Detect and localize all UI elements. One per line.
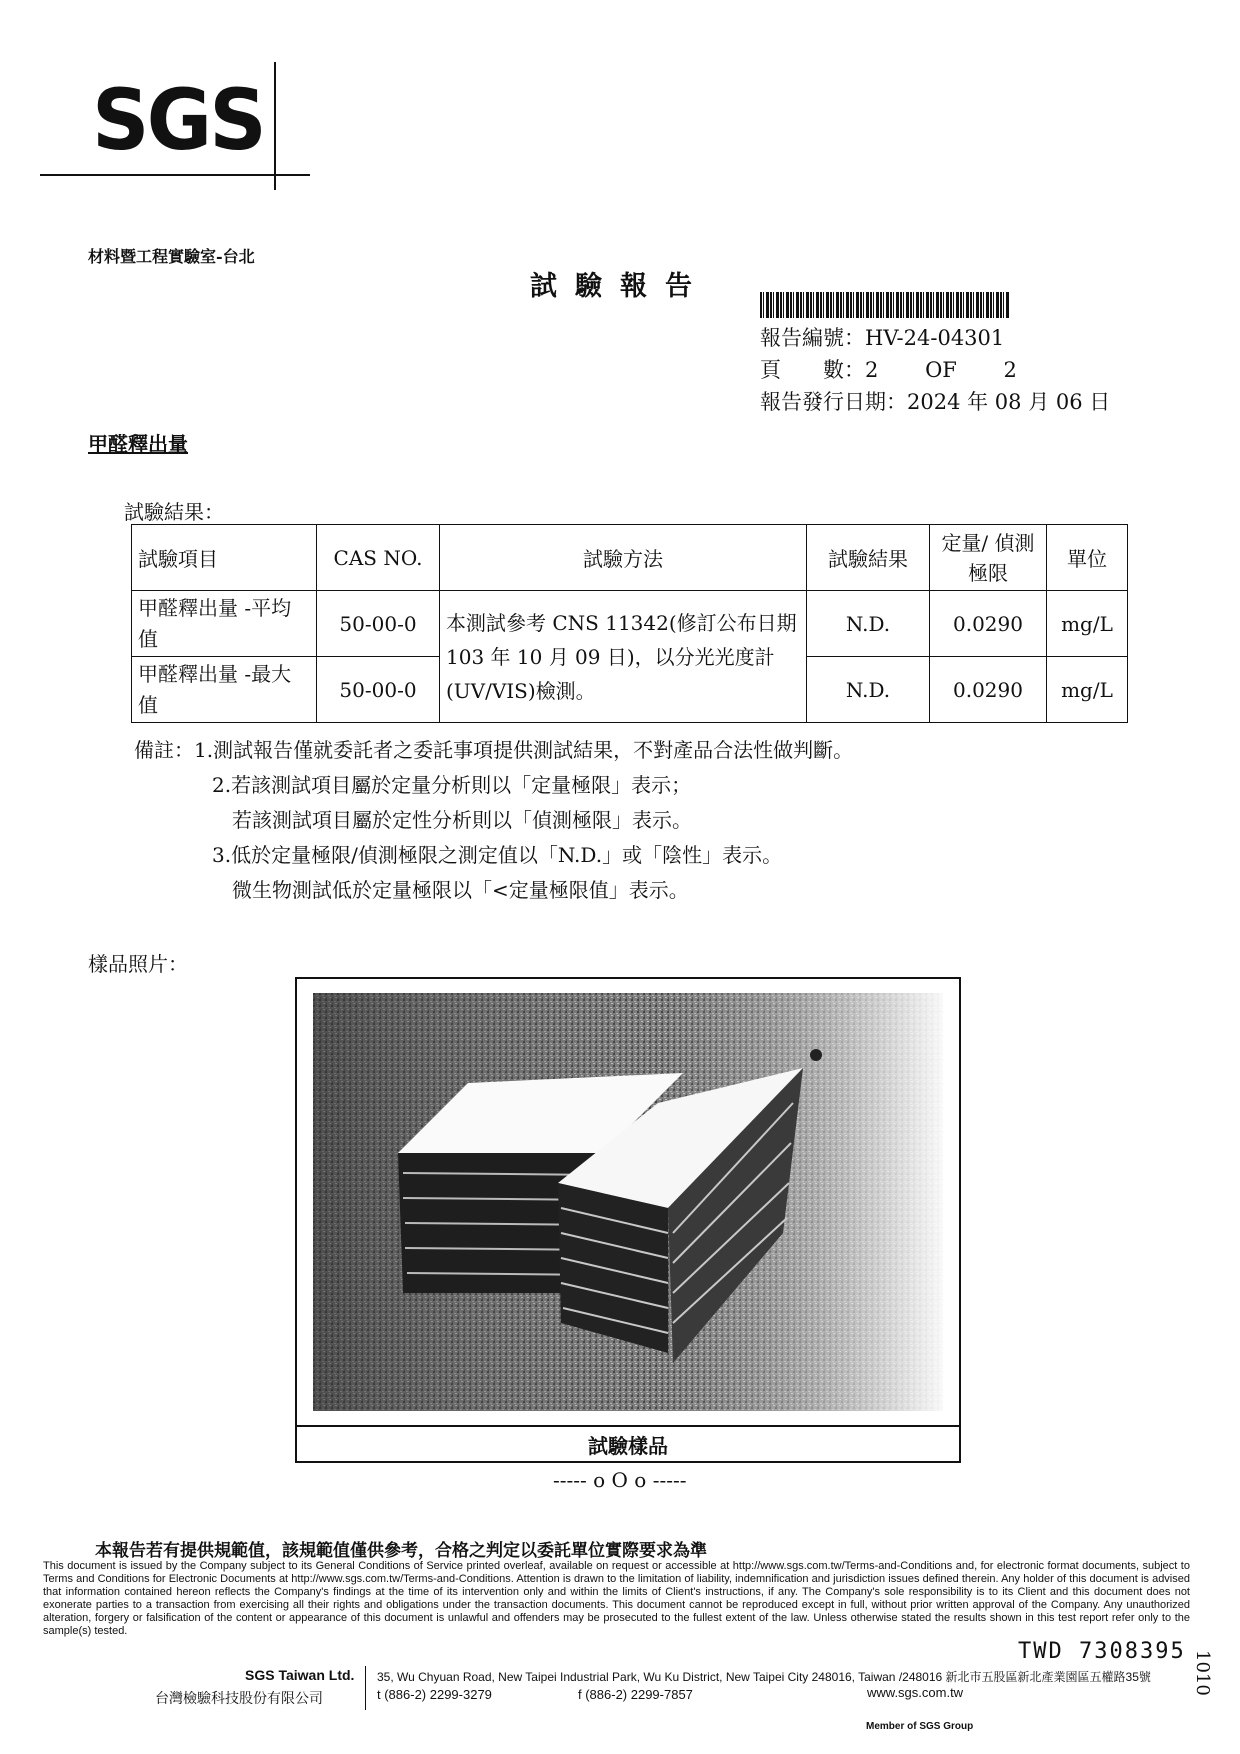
page-total: 2 <box>1003 358 1017 382</box>
header-method: 試驗方法 <box>440 525 807 591</box>
page-count-line <box>760 354 1017 384</box>
section-title: 甲醛釋出量 <box>88 432 188 456</box>
report-number: HV-24-04301 <box>865 326 1005 350</box>
photo-caption: 試驗樣品 <box>588 1434 668 1458</box>
remark-line-3: 若該測試項目屬於定性分析則以「偵測極限」表示。 <box>232 808 692 832</box>
remark-line-1 <box>134 734 853 763</box>
caption-divider <box>297 1425 959 1427</box>
barcode <box>760 292 1010 318</box>
row-item: 甲醛釋出量 -平均值 <box>132 591 317 657</box>
logo-rule <box>40 174 310 176</box>
company-cn: 台灣檢驗科技股份有限公司 <box>155 1691 323 1707</box>
logo-rule-vertical <box>274 62 276 190</box>
results-label: 試驗結果： <box>124 500 224 524</box>
header-cas: CAS NO. <box>317 525 440 591</box>
row-limit: 0.0290 <box>930 591 1047 657</box>
row-cas: 50-00-0 <box>317 591 440 657</box>
document-title: 試驗報告 <box>530 271 710 302</box>
side-code: 1010 <box>1192 1650 1213 1696</box>
header-unit: 單位 <box>1047 525 1128 591</box>
header-item: 試驗項目 <box>132 525 317 591</box>
website: www.sgs.com.tw <box>867 1685 964 1700</box>
header-limit: 定量/ 偵測極限 <box>930 525 1047 591</box>
issue-date-line <box>760 386 1110 416</box>
legal-text: This document is issued by the Company subject to its General Conditions of Service printed overleaf, available on request or accessible at http://www.sgs.com.tw/Terms-and-Conditions and, for electronic format documents, subject to Terms and Conditions for Electronic Documents at http://www.sgs.com.tw/Terms-and-Conditions. Attention is drawn to the limitation of liability, indemnification and jurisdiction issues defined therein. Any holder of this document is advised that information contained hereon reflects the Company's findings at the time of its intervention only and within the limits of Client's instructions, if any. The Company's sole responsibility is to its Client and this document does not exonerate parties to a transaction from exercising all their rights and obligations under the transaction documents. This document cannot be reproduced except in full, without prior written approval of the Company. Any unauthorized alteration, forgery or falsification of the content or appearance of this document is unlawful and offenders may be prosecuted to the fullest extent of the law. Unless otherwise stated the results shown in this test report refer only to the sample(s) tested. <box>43 1560 1190 1637</box>
table-header-row <box>132 525 1128 591</box>
row-result: N.D. <box>807 657 930 723</box>
issue-date: 2024 年 08 月 06 日 <box>907 390 1111 414</box>
member-label: Member of SGS Group <box>866 1721 974 1732</box>
table-row <box>132 591 1128 657</box>
company-en: SGS Taiwan Ltd. <box>245 1667 355 1683</box>
page-count-label: 頁 數： <box>760 358 865 382</box>
method-cell: 本測試參考 CNS 11342(修訂公布日期 103 年 10 月 09 日)，以分光光度計(UV/VIS)檢測。 <box>440 591 807 723</box>
remark-text: 1.測試報告僅就委託者之委託事項提供測試結果，不對產品合法性做判斷。 <box>194 738 854 762</box>
telephone: t (886-2) 2299-3279 <box>377 1687 492 1702</box>
remark-line-4: 3.低於定量極限/偵測極限之測定值以「N.D.」或「陰性」表示。 <box>212 843 783 867</box>
page-current: 2 <box>865 358 879 382</box>
row-result: N.D. <box>807 591 930 657</box>
row-unit: mg/L <box>1047 657 1128 723</box>
photo-label: 樣品照片： <box>88 952 188 976</box>
report-number-line <box>760 322 1004 352</box>
sgs-logo: SGS <box>92 71 264 169</box>
issue-date-label: 報告發行日期： <box>760 390 907 414</box>
remark-line-2: 2.若該測試項目屬於定量分析則以「定量極限」表示； <box>212 773 692 797</box>
footer-divider <box>365 1666 366 1710</box>
remarks-label: 備註： <box>134 738 194 762</box>
row-limit: 0.0290 <box>930 657 1047 723</box>
end-mark: ----- o O o ----- <box>553 1468 687 1492</box>
row-item: 甲醛釋出量 -最大值 <box>132 657 317 723</box>
row-cas: 50-00-0 <box>317 657 440 723</box>
company-address: 35, Wu Chyuan Road, New Taipei Industrial Park, Wu Ku District, New Taipei City 248016, Taiwan /248016 新北市五股區新北產業園區五權路35號 <box>377 1670 1151 1684</box>
results-table <box>131 524 1128 723</box>
sample-photo <box>313 993 943 1411</box>
report-number-label: 報告編號： <box>760 326 865 350</box>
page-of: OF <box>925 358 957 382</box>
remark-line-5: 微生物測試低於定量極限以「<定量極限值」表示。 <box>232 878 689 902</box>
laboratory-name: 材料暨工程實驗室-台北 <box>88 247 255 266</box>
serial-number: TWD 7308395 <box>1018 1639 1186 1664</box>
fax: f (886-2) 2299-7857 <box>578 1687 693 1702</box>
row-unit: mg/L <box>1047 591 1128 657</box>
disclaimer-chinese: 本報告若有提供規範值，該規範值僅供參考，合格之判定以委託單位實際要求為準 <box>95 1541 707 1561</box>
header-result: 試驗結果 <box>807 525 930 591</box>
